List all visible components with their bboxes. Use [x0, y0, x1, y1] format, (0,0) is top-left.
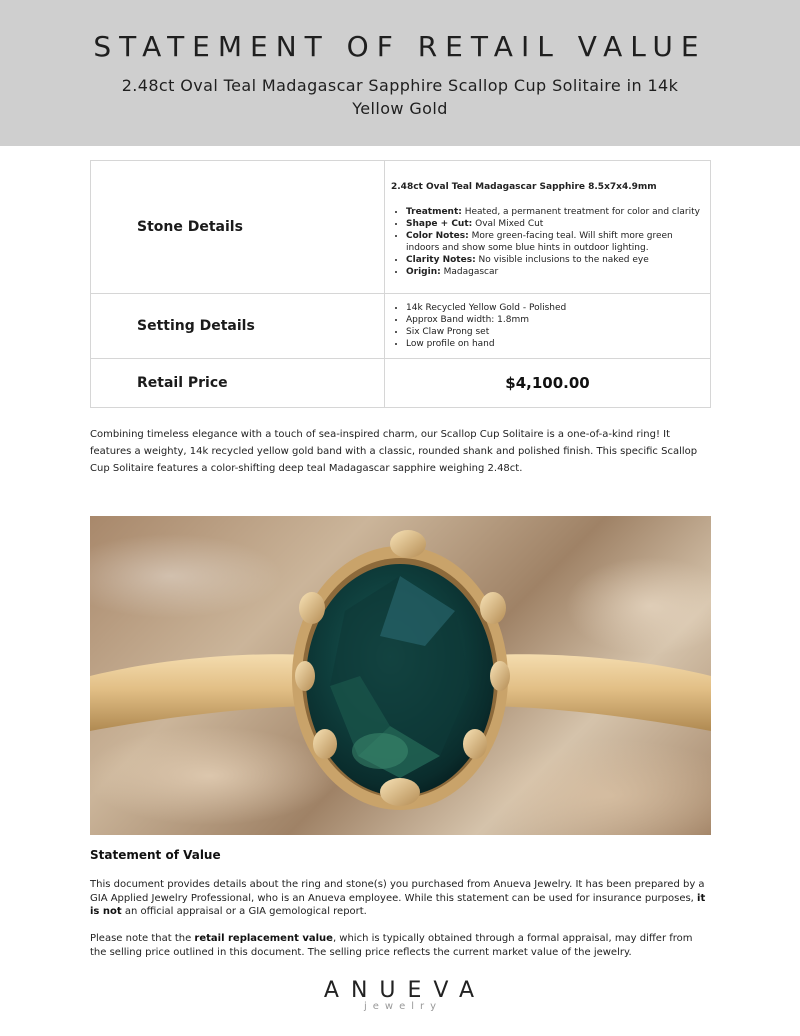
ring-illustration — [90, 516, 711, 835]
brand-tagline: jewelry — [363, 1001, 443, 1012]
prong — [380, 778, 420, 806]
band-left — [90, 654, 320, 731]
stone-detail-item — [406, 254, 702, 266]
stone-detail-key: Origin: — [406, 266, 441, 277]
header-banner — [0, 0, 800, 146]
gem-highlight — [352, 733, 408, 769]
setting-details-row — [91, 294, 711, 359]
prong — [390, 530, 426, 558]
statement-paragraph-1 — [90, 878, 712, 919]
statement-text: , which is typically obtained through a formal appraisal, may differ from the selling price outlined in this document. The selling price reflects the current market value of the jewelry. — [90, 933, 693, 958]
prong — [313, 729, 337, 759]
stone-details-cell — [385, 161, 711, 294]
prong — [295, 661, 315, 691]
prong — [463, 729, 487, 759]
details-table — [90, 160, 711, 408]
prong — [480, 592, 506, 624]
stone-detail-item — [406, 230, 702, 254]
retail-price-value: $4,100.00 — [385, 359, 711, 408]
retail-price-label: Retail Price — [91, 359, 385, 408]
statement-emphasis: retail replacement value — [194, 933, 333, 944]
stone-detail-key: Shape + Cut: — [406, 218, 473, 229]
stone-title: 2.48ct Oval Teal Madagascar Sapphire 8.5x7x4.9mm — [391, 181, 657, 192]
ring-photo — [90, 516, 711, 835]
stone-details-list — [391, 206, 702, 278]
statement-text: an official appraisal or a GIA gemological report. — [121, 906, 367, 918]
stone-detail-value: Heated, a permanent treatment for color and clarity — [464, 206, 700, 217]
stone-detail-key: Treatment: — [406, 206, 462, 217]
stone-detail-item — [406, 218, 702, 230]
setting-details-list — [391, 302, 702, 350]
setting-detail-item: • Low profile on hand — [406, 338, 702, 350]
setting-details-label: Setting Details — [91, 294, 385, 359]
statement-text: This document provides details about the ring and stone(s) you purchased from Anueva Jewelry. It has been prepared by a GIA Applied Jewelry Professional, who is an Anueva employee. While this statement can be used for insurance purposes, — [90, 879, 705, 904]
setting-detail-item: • 14k Recycled Yellow Gold - Polished — [406, 302, 702, 314]
stone-detail-item — [406, 266, 702, 278]
stone-details-row — [91, 161, 711, 294]
statement-emphasis: it is not — [90, 892, 706, 918]
brand-logo — [0, 978, 800, 1012]
setting-details-cell — [385, 294, 711, 359]
band-right — [480, 654, 711, 731]
prong — [490, 661, 510, 691]
setting-detail-item: • Six Claw Prong set — [406, 326, 702, 338]
brand-name: ANUEVA — [323, 978, 487, 1003]
stone-detail-value: Oval Mixed Cut — [475, 218, 544, 229]
product-description: Combining timeless elegance with a touch of sea-inspired charm, our Scallop Cup Solitaire is a one-of-a-kind ring! It features a weighty, 14k recycled yellow gold band with a classic, rounded shank and polished finish. This specific Scallop Cup Solitaire features a color-shifting deep teal Madagascar sapphire weighing 2.48ct. — [90, 429, 698, 474]
stone-detail-value: No visible inclusions to the naked eye — [478, 254, 649, 265]
prong — [299, 592, 325, 624]
document-title: STATEMENT OF RETAIL VALUE — [93, 30, 707, 63]
statement-text: Please note that the — [90, 933, 195, 944]
statement-paragraph-2 — [90, 932, 712, 959]
setting-detail-item: • Approx Band width: 1.8mm — [406, 314, 702, 326]
stone-detail-value: Madagascar — [443, 266, 499, 277]
stone-detail-key: Clarity Notes: — [406, 254, 476, 265]
retail-price-row — [91, 359, 711, 408]
stone-details-label: Stone Details — [91, 161, 385, 294]
stone-detail-key: Color Notes: — [406, 230, 469, 241]
stone-detail-value: More green-facing teal. Will shift more green indoors and show some blue hints in outdoor lighting. — [406, 230, 673, 253]
document-subtitle: 2.48ct Oval Teal Madagascar Sapphire Scallop Cup Solitaire in 14k Yellow Gold — [121, 76, 679, 118]
statement-title: Statement of Value — [90, 848, 221, 862]
stone-detail-item — [406, 206, 702, 218]
